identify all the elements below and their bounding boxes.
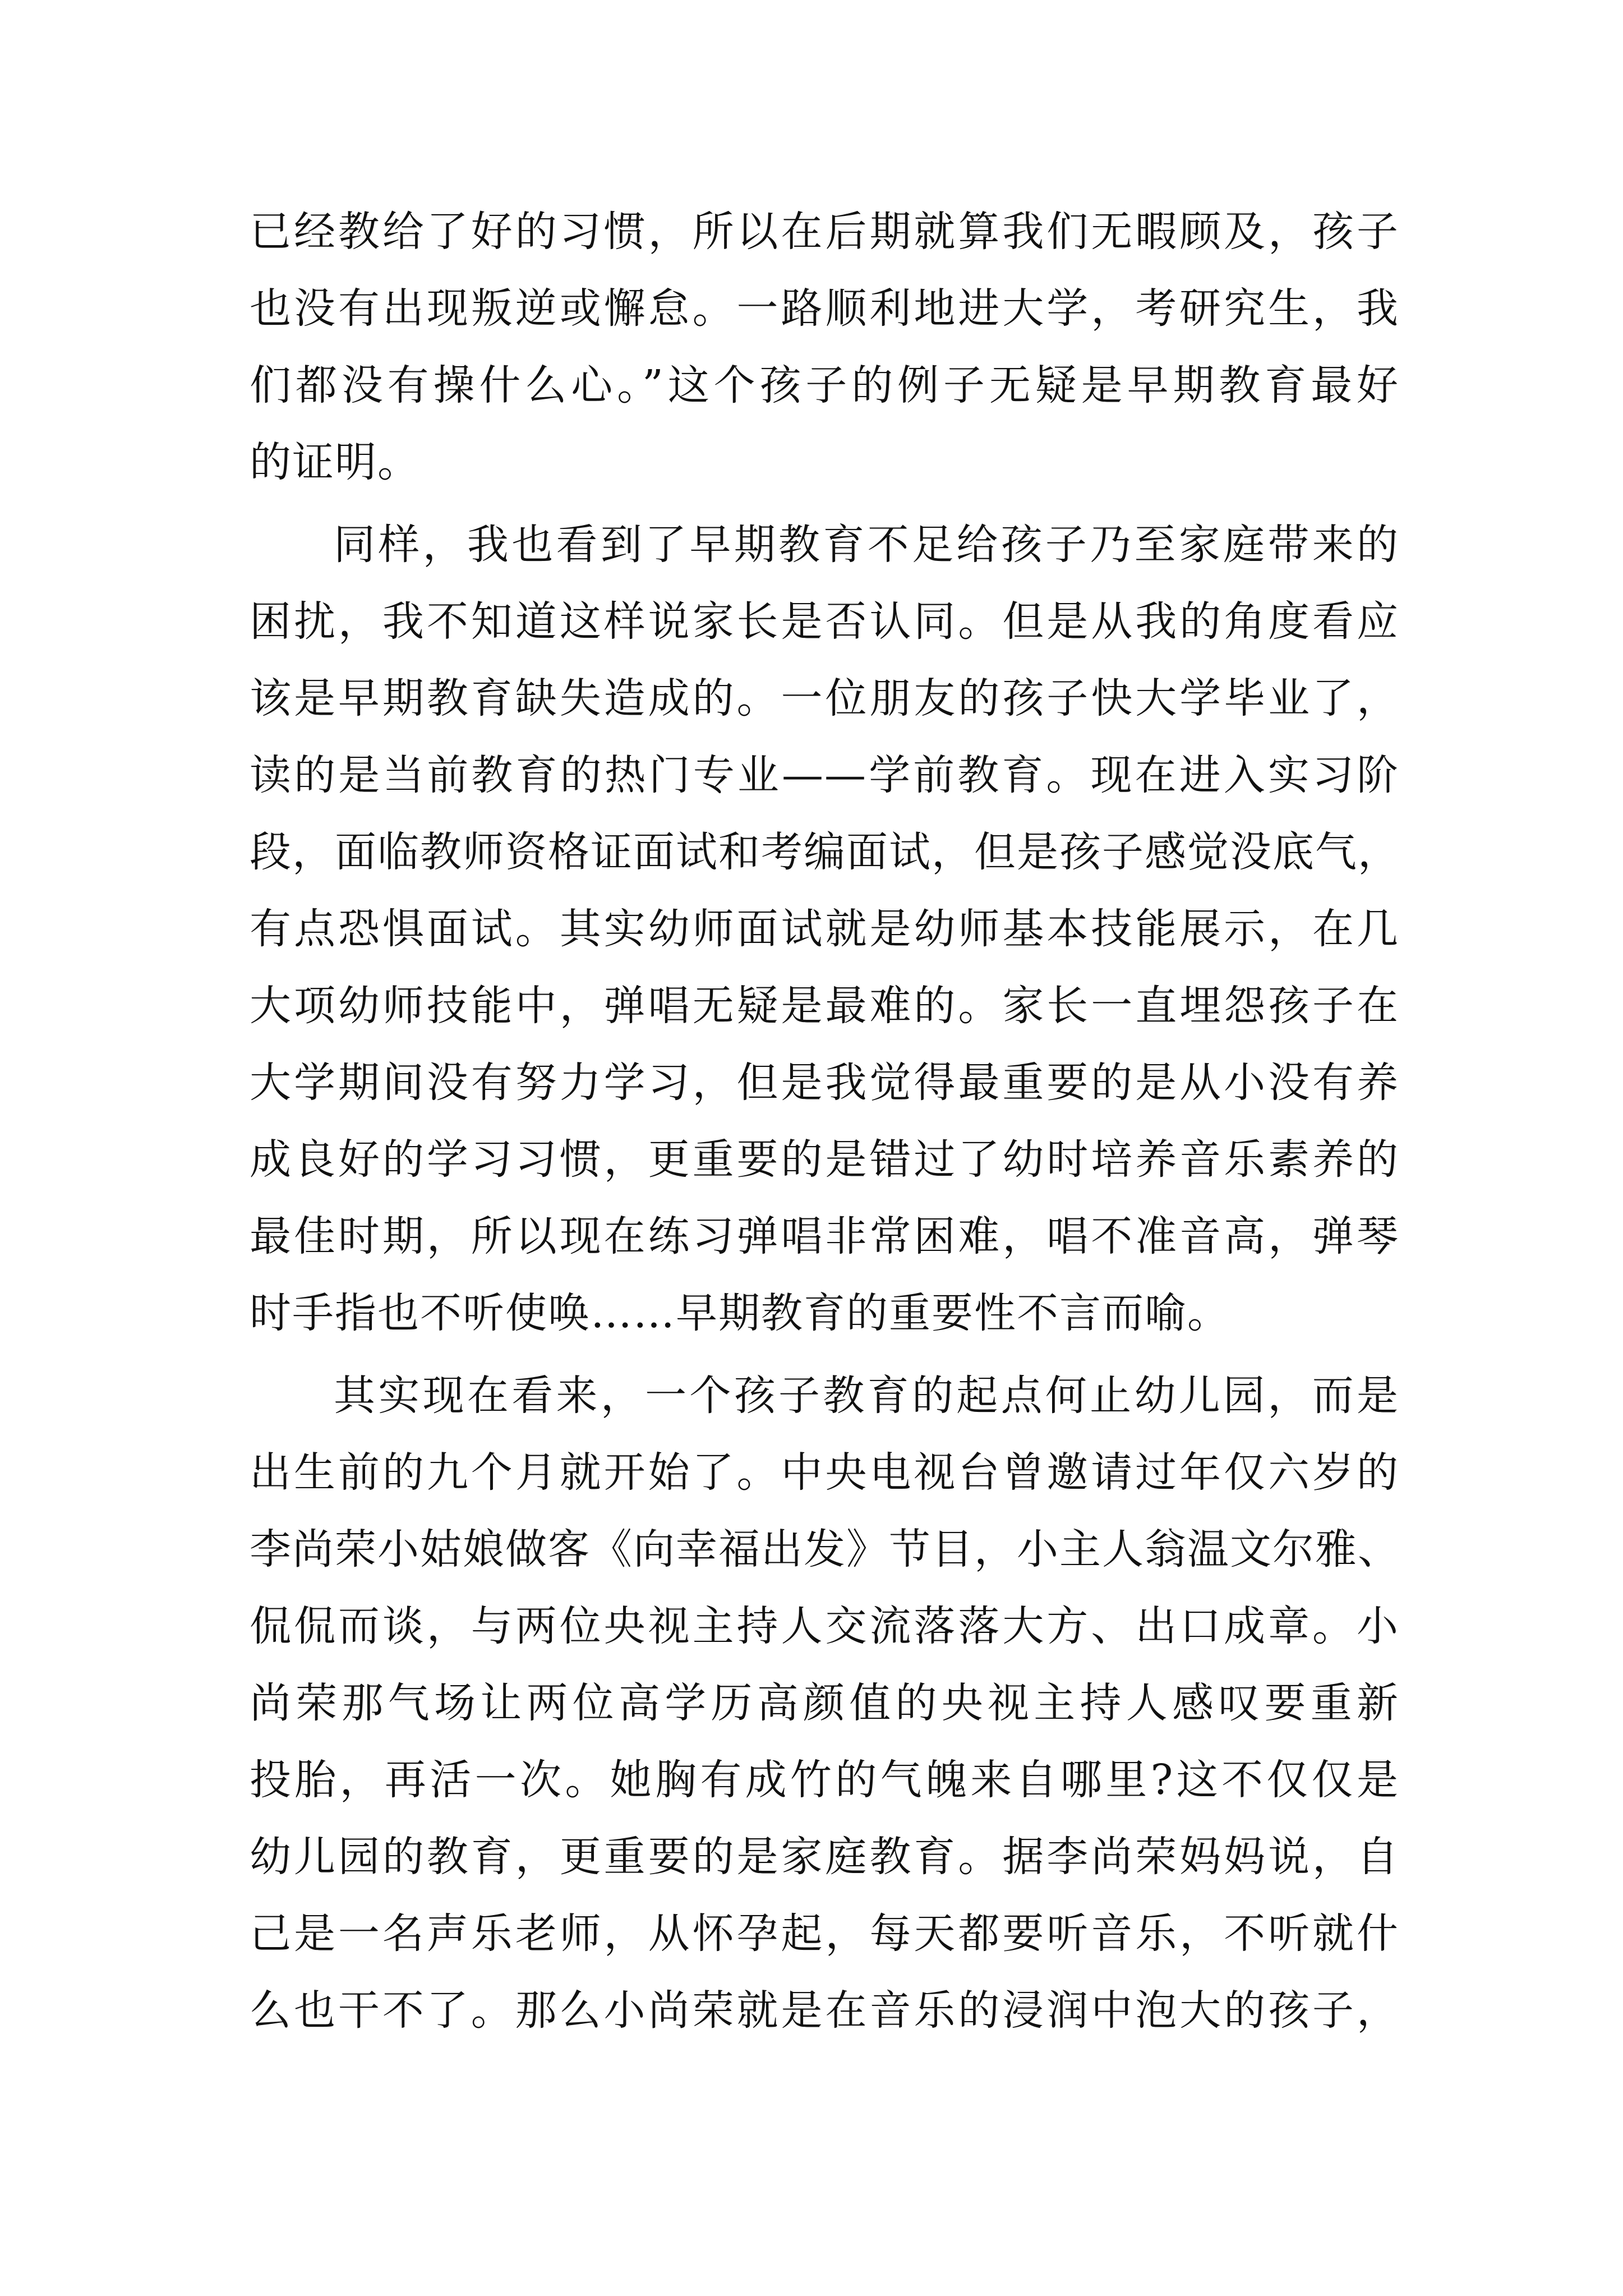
text-line: 们都没有操什么心。”这个孩子的例子无疑是早期教育最好 <box>250 361 1399 409</box>
text-line: 的证明。 <box>250 438 420 486</box>
text-line: 己是一名声乐老师，从怀孕起，每天都要听音乐，不听就什 <box>250 1910 1399 1958</box>
paragraph-spacer <box>250 501 1399 507</box>
paragraph-1 <box>250 194 1399 501</box>
text-line: 该是早期教育缺失造成的。一位朋友的孩子快大学毕业了， <box>250 674 1399 723</box>
text-line: 段，面临教师资格证面试和考编面试，但是孩子感觉没底气， <box>250 828 1400 876</box>
text-line: 李尚荣小姑娘做客《向幸福出发》节目，小主人翁温文尔雅、 <box>250 1525 1400 1573</box>
paragraph-3 <box>250 1358 1399 2049</box>
body-text <box>250 194 1399 2049</box>
text-line: 同样，我也看到了早期教育不足给孩子乃至家庭带来的 <box>334 521 1399 569</box>
text-line: 么也干不了。那么小尚荣就是在音乐的浸润中泡大的孩子， <box>250 1986 1399 2035</box>
text-line: 出生前的九个月就开始了。中央电视台曾邀请过年仅六岁的 <box>250 1448 1399 1497</box>
text-line: 投胎，再活一次。她胸有成竹的气魄来自哪里?这不仅仅是 <box>250 1756 1399 1804</box>
text-line: 有点恐惧面试。其实幼师面试就是幼师基本技能展示，在几 <box>250 905 1399 953</box>
text-line: 最佳时期，所以现在练习弹唱非常困难，唱不准音高，弹琴 <box>250 1212 1399 1260</box>
text-line: 困扰，我不知道这样说家长是否认同。但是从我的角度看应 <box>250 597 1399 646</box>
text-line: 成良好的学习习惯，更重要的是错过了幼时培养音乐素养的 <box>250 1135 1399 1184</box>
paragraph-spacer <box>250 1352 1399 1358</box>
text-line: 大学期间没有努力学习，但是我觉得最重要的是从小没有养 <box>250 1059 1399 1107</box>
text-line: 时手指也不听使唤……早期教育的重要性不言而喻。 <box>250 1289 1230 1337</box>
text-line: 读的是当前教育的热门专业——学前教育。现在进入实习阶 <box>250 751 1399 799</box>
text-line: 也没有出现叛逆或懈怠。一路顺利地进大学，考研究生，我 <box>250 284 1399 333</box>
text-line: 尚荣那气场让两位高学历高颜值的央视主持人感叹要重新 <box>250 1679 1399 1727</box>
text-line: 幼儿园的教育，更重要的是家庭教育。据李尚荣妈妈说，自 <box>250 1833 1399 1881</box>
paragraph-2 <box>250 507 1399 1352</box>
text-line: 已经教给了好的习惯，所以在后期就算我们无暇顾及，孩子 <box>250 208 1399 256</box>
text-line: 大项幼师技能中，弹唱无疑是最难的。家长一直埋怨孩子在 <box>250 982 1399 1030</box>
text-line: 侃侃而谈，与两位央视主持人交流落落大方、出口成章。小 <box>250 1602 1399 1650</box>
text-line: 其实现在看来，一个孩子教育的起点何止幼儿园，而是 <box>334 1372 1399 1420</box>
